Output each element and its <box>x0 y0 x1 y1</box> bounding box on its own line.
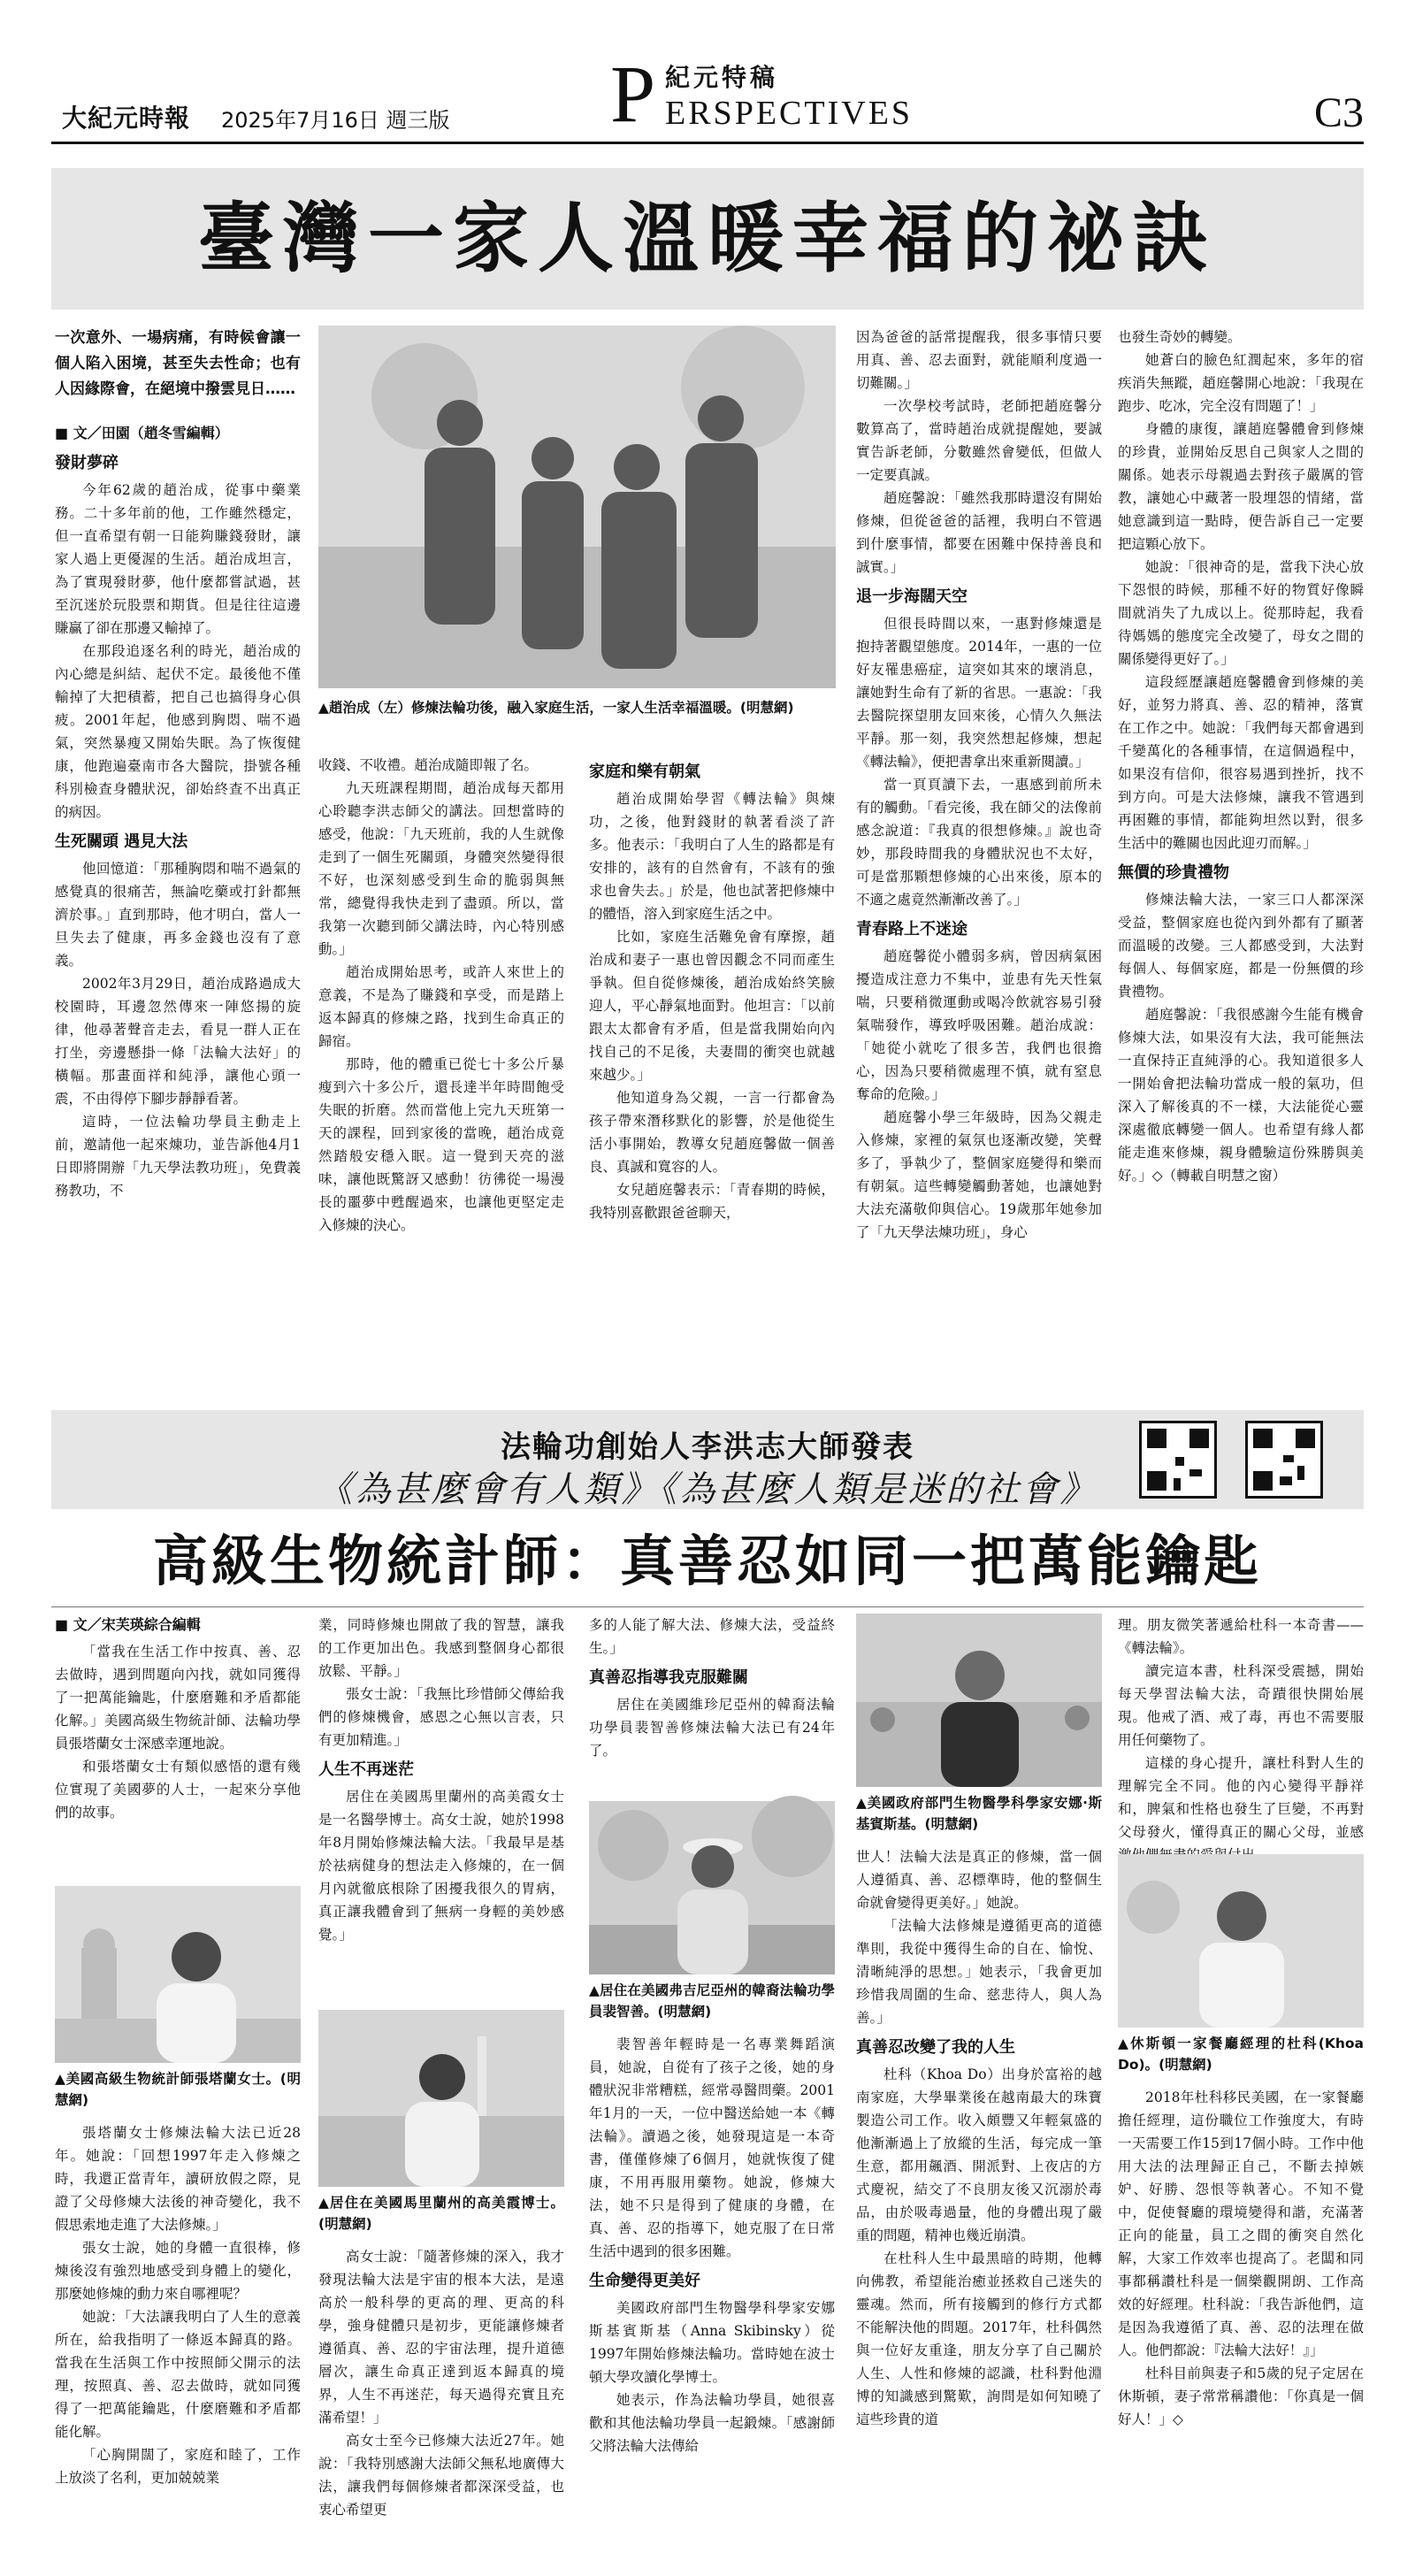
paragraph: 世人！法輪大法是真正的修煉，當一個人遵循真、善、忍標準時，他的整個生命就會變得更美好。」她說。 <box>856 1849 1102 1911</box>
subheading: 生死關頭 遇見大法 <box>55 832 188 851</box>
article2-col1-bottom <box>55 2121 301 2557</box>
article2-col3-top <box>589 1614 835 1796</box>
paragraph: 居住在美國馬里蘭州的高美霞女士是一名醫學博士。高女士說，她於1998年8月開始修煉法輪大法。「我最早是基於祛病健身的想法走入修煉的，在一個月內就徹底根除了困擾我很久的胃病，真正讓我體會到了無病一身輕的美妙感覺。」 <box>318 1789 564 1943</box>
subheading: 發財夢碎 <box>55 454 119 472</box>
paragraph: 張塔蘭女士修煉法輪大法已近28年。她說：「回想1997年走入修煉之時，我還正當青年，讀研放假之際，見證了父母修煉大法後的神奇變化，我不假思索地走進了大法修煉。」 <box>55 2125 301 2233</box>
paragraph: 「心胸開闊了，家庭和睦了，工作上放淡了名利，更加兢兢業 <box>55 2447 301 2486</box>
subheading: 真善忍改變了我的人生 <box>856 2038 1015 2057</box>
promo-line2: 《為甚麼會有人類》《為甚麼人類是迷的社會》 <box>317 1469 1098 1510</box>
paragraph: 一次學校考試時，老師把趙庭馨分數算高了，當時趙治成就提醒她，要誠實告訴老師，分數雖然會變低，但做人一定要真誠。 <box>856 398 1102 483</box>
paragraph: 杜科（Khoa Do）出身於富裕的越南家庭，大學畢業後在越南最大的珠寶製造公司工作。收入頗豐又年輕氣盛的他漸漸過上了放縱的生活，每完成一筆生意，都用飆酒、開派對、上夜店的方式慶祝，結交了不良朋友後又沉溺於毒品，由於吸毒過量，他的身體出現了嚴重的問題，精神也幾近崩潰。 <box>856 2066 1102 2243</box>
paragraph: 高女士說：「隨著修煉的深入，我才發現法輪大法是宇宙的根本大法，是遠高於一般科學的更高的理、更高的科學，強身健體只是初步，更能讓修煉者遵循真、善、忍的宇宙法理，提升道德層次，讓生命真正達到返本歸真的境界，人生不再迷茫，每天過得充實且充滿希望！」 <box>318 2249 564 2426</box>
paragraph: 但很長時間以來，一惠對修煉還是抱持著觀望態度。2014年，一惠的一位好友罹患癌症，這突如其來的壞消息，讓她對生命有了新的省思。一惠說：「我去醫院探望朋友回來後，心情久久無法平靜。那一刻，我突然想起修煉，想起《轉法輪》，便把書拿出來重新閱讀。」 <box>856 616 1102 770</box>
subheading: 人生不再迷茫 <box>318 1760 414 1779</box>
article1-col1-body <box>55 452 301 1202</box>
article1-byline: ■ 文／田園（趙冬雪編輯） <box>55 425 229 441</box>
subheading: 家庭和樂有朝氣 <box>589 763 700 781</box>
paragraph: 因為爸爸的話常提醒我，很多事情只要用真、善、忍去面對，就能順利度過一切難關。」 <box>856 329 1102 391</box>
photo-zhang-caption: ▲美國高級生物統計師張塔蘭女士。(明慧網) <box>55 2071 301 2108</box>
article1-lead: 一次意外、一場病痛，有時候會讓一個人陷入困境，甚至失去性命；也有人因緣際會，在絕境中撥雲見日…… <box>55 329 301 398</box>
paragraph: 也發生奇妙的轉變。 <box>1118 329 1242 345</box>
qr-code-icon[interactable] <box>1139 1421 1217 1499</box>
article2-col1-top <box>55 1614 301 1879</box>
paragraph: 在那段追逐名利的時光，趙治成的內心總是糾結、起伏不定。最後他不僅輸掉了大把積蓄，把自己也搞得身心俱疲。2001年起，他感到胸悶、喘不過氣，突然暴瘦又開始失眠。為了恢復健康，他跑遍臺南市各大醫院，掛號各種科別檢查身體狀況，卻始終查不出真正的病因。 <box>55 643 301 820</box>
article2-col2-bottom <box>318 2245 564 2557</box>
paragraph: 在杜科人生中最黑暗的時期，他轉向佛教，希望能治癒並拯救自己迷失的靈魂。然而，所有接觸到的修行方式都不能解決他的問題。2017年，杜科偶然與一位好友重逢，朋友分享了自己關於人生、人性和修煉的認識，杜科對他淵博的知識感到驚歎，詢問是如何知曉了這些珍貴的道 <box>856 2250 1102 2427</box>
masthead-rule <box>51 142 1364 144</box>
paragraph: 今年62歲的趙治成，從事中藥業務。二十多年前的他，工作雖然穩定，但一直希望有朝一日能夠賺錢發財，讓家人過上更優渥的生活。趙治成坦言，為了實現發財夢，他什麼都嘗試過，甚至沉迷於玩股票和期貨。但是往往這邊賺贏了卻在那邊又輸掉了。 <box>55 482 301 636</box>
family-photo-caption: ▲趙治成（左）修煉法輪功後，融入家庭生活，一家人生活幸福溫暖。(明慧網) <box>318 700 794 716</box>
family-photo <box>318 326 836 688</box>
paragraph: 高女士至今已修煉大法近27年。她說：「我特別感謝大法師父無私地廣傳大法，讓我們每個修煉者都深深受益，也衷心希望更 <box>318 2433 564 2518</box>
article2-col1a-body <box>55 1640 301 1824</box>
promo-banner <box>51 1410 1364 1509</box>
paragraph: 裴智善年輕時是一名專業舞蹈演員，她說，自從有了孩子之後，她的身體狀況非常糟糕，經常尋醫問藥。2001年1月的一天，一位中醫送給她一本《轉法輪》。讀過之後，她發現這是一本奇書，僅僅修煉了6個月，她就恢復了健康，不用再服用藥物。她說，修煉大法，她不只是得到了健康的身體，在真、善、忍的指導下，她克服了在日常生活中遇到的很多困難。 <box>589 2036 835 2259</box>
article2-byline: ■ 文／宋芙瑛綜合編輯 <box>55 1616 201 1633</box>
photo-gao-caption: ▲居住在美國馬里蘭州的高美霞博士。(明慧網) <box>318 2195 564 2232</box>
photo-bae-caption: ▲居住在美國弗吉尼亞州的韓裔法輪功學員裴智善。(明慧網) <box>589 1982 835 2020</box>
photo-khoa-illustration <box>1118 1854 1364 2028</box>
paragraph: 九天班課程期間，趙治成每天都用心聆聽李洪志師父的講法。回想當時的感受，他說：「九天班前，我的人生就像走到了一個生死關頭，身體突然變得很不好，也深刻感受到生命的脆弱與無常，總覺得我快走到了盡頭。所以，當我第一次聽到師父講法時，內心特別感動。」 <box>318 780 564 957</box>
paragraph: 她說：「大法讓我明白了人生的意義所在，給我指明了一條返本歸真的路。當我在生活與工作中按照師父開示的法理，按照真、善、忍去做時，就如同獲得了一把萬能鑰匙，什麼磨難和矛盾都能化解。 <box>55 2309 301 2440</box>
issue-date: 2025年7月16日 週三版 <box>221 108 450 133</box>
paragraph: 張女士說：「我無比珍惜師父傳給我們的修煉機會，感恩之心無以言表，只有更加精進。」 <box>318 1686 564 1748</box>
paragraph: 他回憶道：「那種胸悶和喘不過氣的感覺真的很痛苦，無論吃藥或打針都無濟於事。」直到那時，他才明白，當人一旦失去了健康，再多金錢也沒有了意義。 <box>55 861 301 969</box>
article2-col5-bottom <box>1118 2086 1364 2557</box>
paragraph: 讀完這本書，杜科深受震撼，開始每天學習法輪大法，奇蹟很快開始展現。他戒了酒、戒了毒，再也不需要服用任何藥物了。 <box>1118 1663 1364 1748</box>
photo-anna <box>856 1614 1102 1787</box>
paragraph: 2002年3月29日，趙治成路過成大校園時，耳邊忽然傳來一陣悠揚的旋律，他尋著聲音走去，看見一群人正在打坐，旁邊懸掛一條「法輪大法好」的橫幅。那畫面祥和純淨，讓他心頭一震，不由得停下腳步靜靜看著。 <box>55 976 301 1107</box>
paragraph: 多的人能了解大法、修煉大法，受益終生。」 <box>589 1617 835 1656</box>
paragraph: 趙庭馨說：「雖然我那時還沒有開始修煉，但從爸爸的話裡，我明白不管遇到什麼事情，都要在困難中保持善良和誠實。」 <box>856 490 1102 575</box>
photo-bae-illustration <box>589 1801 835 1974</box>
paragraph: 杜科目前與妻子和5歲的兒子定居在休斯頓，妻子常常稱讚他：「你真是一個好人！」◇ <box>1118 2365 1364 2427</box>
paragraph: 當一頁頁讀下去，一惠感到前所未有的觸動。「看完後，我在師父的法像前感念說道：『我真的很想修煉。』說也奇妙，那段時間我的身體狀況也不太好，可是當那顆想修煉的心出來後，原本的不適之處竟然漸漸改善了。」 <box>856 777 1102 908</box>
subheading: 青春路上不迷途 <box>856 920 968 939</box>
article1-title-banner <box>51 168 1364 310</box>
subheading: 真善忍指導我克服難關 <box>589 1668 748 1687</box>
paragraph: 這段經歷讓趙庭馨體會到修煉的美好，並努力將真、善、忍的精神，落實在工作之中。她說：「我們每天都會遇到千變萬化的各種事情，在這個過程中，如果沒有信仰，很容易遇到挫折，找不到方向。可是大法修煉，讓我不管遇到再困難的事情，都能夠坦然以對，很多生活中的難關也因此迎刃而解。」 <box>1118 674 1364 851</box>
section-title-en: ERSPECTIVES <box>665 95 914 132</box>
paragraph: 「法輪大法修煉是遵循更高的道德準則，我從中獲得生命的自在、愉悅、清晰純淨的思想。」她表示，「我會更加珍惜我周圍的生命、慈悲待人，與人為善。」 <box>856 1918 1102 2026</box>
article2-rule <box>51 1606 1364 1607</box>
article2-col4 <box>856 1845 1102 2557</box>
paragraph: 女兒趙庭馨表示：「青春期的時候，我特別喜歡跟爸爸聊天， <box>589 1182 835 1221</box>
family-photo-illustration <box>318 326 836 688</box>
article2-title: 高級生物統計師：真善忍如同一把萬能鑰匙 <box>152 1529 1262 1593</box>
photo-khoa <box>1118 1854 1364 2028</box>
paragraph: 她說：「很神奇的是，當我下決心放下怨恨的時候，那種不好的物質好像瞬間就消失了九成以上。從那時起，我看待媽媽的態度完全改變了，母女之間的關係變得更好了。」 <box>1118 559 1364 667</box>
photo-khoa-caption: ▲休斯頓一家餐廳經理的杜科(Khoa Do)。(明慧網) <box>1118 2036 1364 2073</box>
paragraph: 趙庭馨說：「我很感謝今生能有機會修煉大法，如果沒有大法，我可能無法一直保持正直純淨的心。我知道很多人一開始會把法輪功當成一般的氣功，但深入了解後真的不一樣，大法能從心靈深處徹底轉變一個人。也希望有緣人都能走進來修煉，親身體驗這份殊勝與美好。」◇（轉載自明慧之窗） <box>1118 1007 1364 1184</box>
paragraph: 收錢、不收禮。趙治成隨即報了名。 <box>318 757 539 773</box>
subheading: 生命變得更美好 <box>589 2272 700 2290</box>
subheading: 退一步海闊天空 <box>856 587 968 606</box>
photo-zhang <box>55 1886 301 2063</box>
photo-anna-caption: ▲美國政府部門生物醫學科學家安娜‧斯基賓斯基。(明慧網) <box>856 1795 1102 1832</box>
article2-col3-bottom <box>589 2033 835 2557</box>
paragraph: 這時，一位法輪功學員主動走上前，邀請他一起來煉功，並告訴他4月1日即將開辦「九天學法教功班」，免費義務教功，不 <box>55 1114 301 1199</box>
paragraph: 理。朋友微笑著遞給杜科一本奇書——《轉法輪》。 <box>1118 1617 1364 1656</box>
paragraph: 2018年杜科移民美國，在一家餐廳擔任經理，這份職位工作強度大，有時一天需要工作15到17個小時。工作中他用大法的法理歸正自己，不斷去掉嫉妒、好勝、怨恨等執著心。不知不覺中，促使餐廳的環境變得和諧，充滿著正向的能量，員工之間的衝突自然化解，大家工作效率也提高了。老闆和同事都稱讚杜科是一個樂觀開朗、工作高效的好經理。杜科說：「我告訴他們，這是因為我遵循了真、善、忍的法理在做人。他們都說：『法輪大法好！』」 <box>1118 2089 1364 2358</box>
paragraph: 修煉法輪大法，一家三口人都深深受益，整個家庭也從內到外都有了顯著而溫暖的改變。三人都感受到，大法對每個人、每個家庭，都是一份無價的珍貴禮物。 <box>1118 892 1364 1000</box>
paragraph: 她蒼白的臉色紅潤起來，多年的宿疾消失無蹤，趙庭馨開心地說：「我現在跑步、吃冰，完全沒有問題了！」 <box>1118 352 1364 414</box>
qr-code-icon[interactable] <box>1245 1421 1323 1499</box>
article2-col2-top <box>318 1614 564 2003</box>
paragraph: 趙治成開始思考，或許人來世上的意義，不是為了賺錢和享受，而是踏上返本歸真的修煉之路，找到生命真正的歸宿。 <box>318 964 564 1049</box>
article1-col3 <box>589 754 835 1396</box>
paragraph: 這樣的身心提升，讓杜科對人生的理解完全不同。他的內心變得平靜祥和，脾氣和性格也發生了巨變，不再對父母發火，懂得真正的關心父母，並感 <box>1118 1755 1364 1840</box>
promo-line1: 法輪功創始人李洪志大師發表 <box>501 1430 914 1465</box>
article1-col1 <box>55 326 301 1396</box>
section-letter: P <box>610 49 656 139</box>
paragraph: 他知道身為父親，一言一行都會為孩子帶來潛移默化的影響，於是他從生活小事開始，教導女兒趙庭馨做一個善良、真誠和寬容的人。 <box>589 1090 835 1175</box>
paragraph: 「當我在生活工作中按真、善、忍去做時，遇到問題向內找，就如同獲得了一把萬能鑰匙，什麼磨難和矛盾都能化解。」美國高級生物統計師、法輪功學員張塔蘭女士深感幸運地說。 <box>55 1644 301 1752</box>
article2-col5-top <box>1118 1614 1364 1847</box>
paragraph: 趙庭馨從小體弱多病，曾因病氣困擾造成注意力不集中，並患有先天性氣喘，只要稍微運動或喝冷飲就容易引發氣喘發作，導致呼吸困難。趙治成說：「她從小就吃了很多苦，我們也很擔心，因為只要稍微處理不慎，就有窒息奪命的危險。」 <box>856 948 1102 1102</box>
paragraph: 趙庭馨小學三年級時，因為父親走入修煉，家裡的氣氛也逐漸改變，笑聲多了，爭執少了，整個家庭變得和樂而有朝氣。這些轉變觸動著她，也讓她對大法充滿敬仰與信心。19歲那年她參加了「九天學法煉功班」，身心 <box>856 1109 1102 1240</box>
photo-gao <box>318 2010 564 2187</box>
subheading: 無價的珍貴禮物 <box>1118 863 1229 882</box>
article1-col4 <box>856 326 1102 1396</box>
photo-zhang-illustration <box>55 1886 301 2063</box>
newspaper-name: 大紀元時報 <box>62 104 191 133</box>
paragraph: 比如，家庭生活難免會有摩擦，趙治成和妻子一惠也曾因觀念不同而產生爭執。但自從修煉後，趙治成始終笑臉迎人，平心靜氣地面對。他坦言：「以前跟太太都會有矛盾，但是當我開始向內找自己的不足後，夫妻間的衝突也就越來越少。」 <box>589 929 835 1083</box>
paragraph: 她表示，作為法輪功學員，她很喜歡和其他法輪功學員一起鍛煉。「感謝師父將法輪大法傳給 <box>589 2392 835 2454</box>
article1-col5 <box>1118 326 1364 1396</box>
photo-anna-illustration <box>856 1614 1102 1787</box>
article1-col2 <box>318 754 564 1396</box>
paragraph: 和張塔蘭女士有類似感悟的還有幾位實現了美國夢的人士，一起來分享他們的故事。 <box>55 1759 301 1821</box>
masthead <box>0 0 1415 142</box>
section-title-cn: 紀元特稿 <box>665 63 779 92</box>
photo-gao-illustration <box>318 2010 564 2187</box>
article1-title: 臺灣一家人溫暖幸福的祕訣 <box>198 194 1217 283</box>
paragraph: 業，同時修煉也開啟了我的智慧，讓我的工作更加出色。我感到整個身心都很放鬆、平靜。」 <box>318 1617 564 1679</box>
paragraph: 趙治成開始學習《轉法輪》與煉功，之後，他對錢財的執著看淡了許多。他表示：「我明白了人生的路都是有安排的，該有的自然會有，不該有的強求也會失去。」於是，他也試著把修煉中的體悟，溶入到家庭生活之中。 <box>589 791 835 922</box>
paragraph: 美國政府部門生物醫學科學家安娜斯基賓斯基（Anna Skibinsky）從1997年開始修煉法輪功。當時她在波士頓大學攻讀化學博士。 <box>589 2300 835 2385</box>
page-number: C3 <box>1314 89 1365 136</box>
paragraph: 張女士說，她的身體一直很棒，修煉後沒有強烈地感受到身體上的變化，那麼她修煉的動力來自哪裡呢？ <box>55 2240 301 2302</box>
paragraph: 居住在美國維珍尼亞州的韓裔法輪功學員裴智善修煉法輪大法已有24年了。 <box>589 1697 835 1759</box>
paragraph: 那時，他的體重已從七十多公斤暴瘦到六十多公斤，還長達半年時間飽受失眠的折磨。然而當他上完九天班第一天的課程，回到家後的當晚，趙治成竟然踏般安穩入眠。這一覺到天亮的滋味，讓他既驚訝又感動！彷彿從一場漫長的噩夢中甦醒過來，也讓他更堅定走入修煉的決心。 <box>318 1056 564 1233</box>
photo-bae <box>589 1801 835 1974</box>
paragraph: 身體的康復，讓趙庭馨體會到修煉的珍貴，並開始反思自己與家人之間的關係。她表示母親過去對孩子嚴厲的管教，讓她心中藏著一股埋怨的情緒，當她意識到這一點時，便告訴自己一定要把這顆心放下。 <box>1118 421 1364 552</box>
